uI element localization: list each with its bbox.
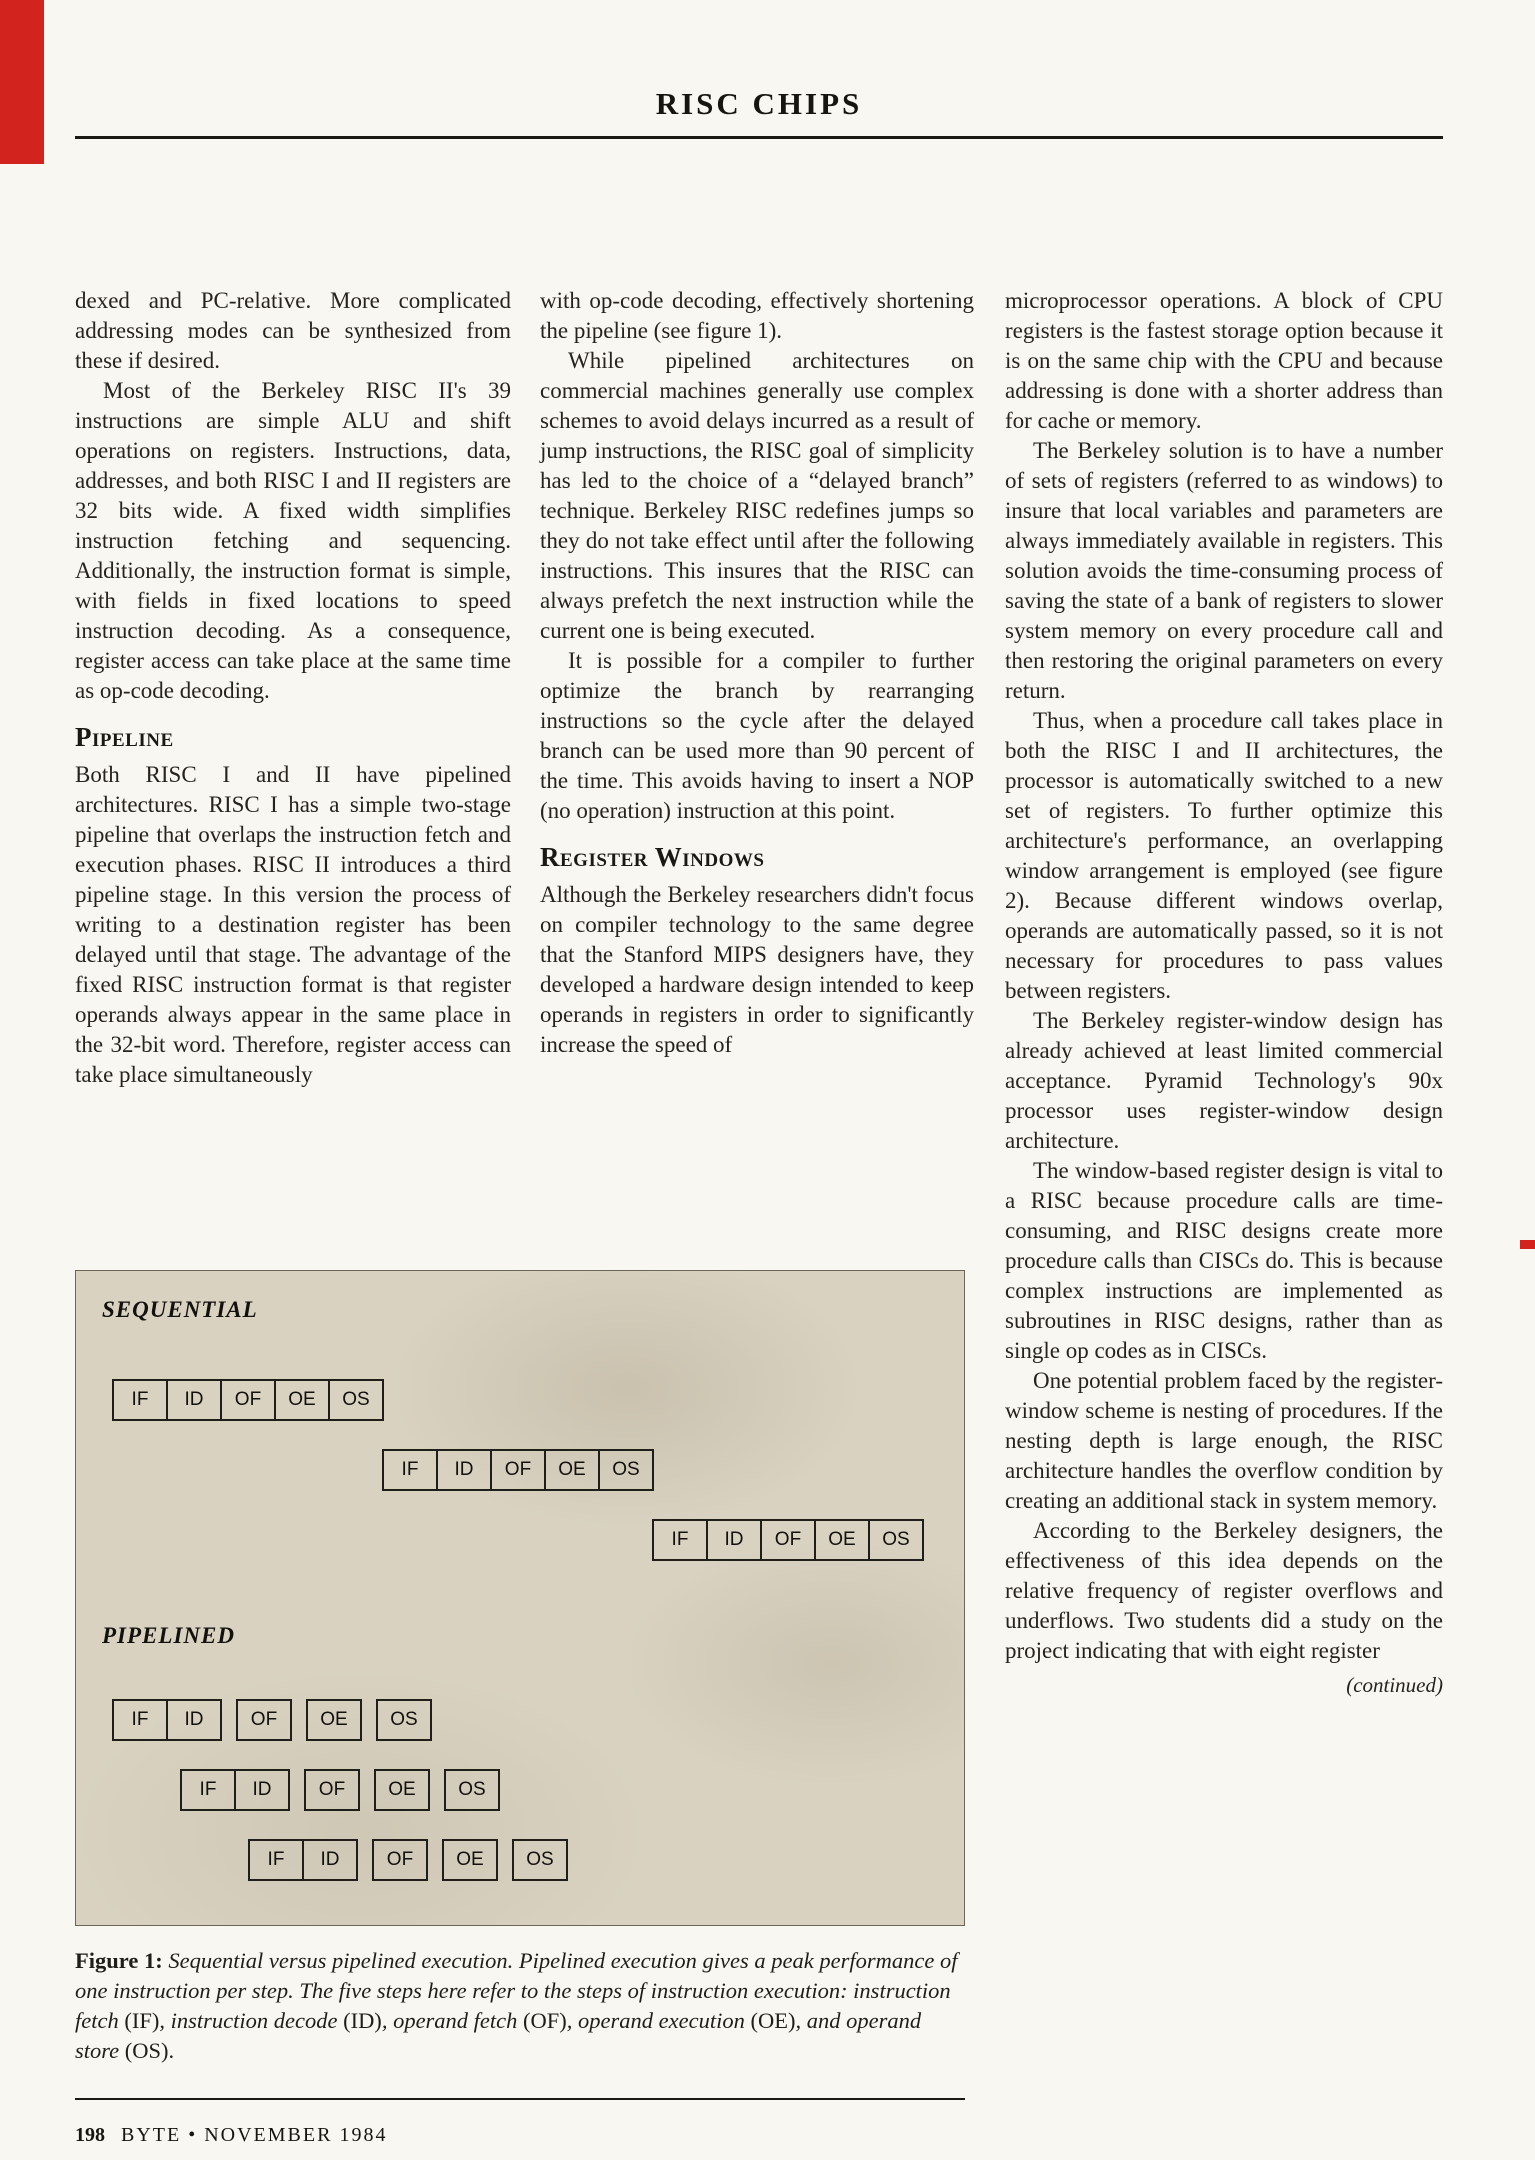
stage-cell-id: ID (302, 1839, 358, 1881)
paragraph: One potential problem faced by the register-window scheme is nesting of procedures. If the nesting depth is large enough, the RISC architecture handles the overflow condition by creating an additional stack in system memory. (1005, 1368, 1443, 1513)
page-edge-mark (1520, 1240, 1535, 1249)
stage-cell-of: OF (220, 1379, 276, 1421)
stage-cell-oe: OE (544, 1449, 600, 1491)
paragraph: While pipelined architectures on commercial machines generally use complex schemes to avoid delays incurred as a result of jump instructions, the RISC goal of simplicity has led to the choice of a “delayed branch” technique. Berkeley RISC redefines jumps so they do not take effect until after the following instructions. This insures that the RISC can always prefetch the next instruction while the current one is being executed. (540, 348, 974, 643)
stage-cell-oe: OE (374, 1769, 430, 1811)
sequential-label: SEQUENTIAL (102, 1297, 258, 1322)
page-number: 198 (75, 2124, 105, 2146)
stage-cell-of: OF (372, 1839, 428, 1881)
page-header (75, 86, 1443, 139)
sequential-row-3 (652, 1519, 924, 1561)
stage-cell-oe: OE (442, 1839, 498, 1881)
pipelined-row-1 (112, 1699, 432, 1741)
figure-caption-abbrev: (OS). (124, 2038, 175, 2063)
paragraph: Although the Berkeley researchers didn't focus on compiler technology to the same degree that the Stanford MIPS designers have, they developed a hardware design intended to keep operands in registers in order to significantly increase the speed of (540, 882, 974, 1057)
paragraph: According to the Berkeley designers, the effectiveness of this idea depends on the relative frequency of register overflows and underflows. Two students did a study on the project indicating that with eight register (1005, 1518, 1443, 1663)
paragraph: The Berkeley solution is to have a number of sets of registers (referred to as windows) to insure that local variables and parameters are always immediately available in registers. This solution avoids the time-consuming process of saving the state of a bank of registers to slower system memory on every procedure call and then restoring the original parameters on every return. (1005, 438, 1443, 703)
section-heading-register-windows: Register Windows (540, 842, 765, 872)
stage-cell-os: OS (328, 1379, 384, 1421)
figure-1-caption (75, 1946, 968, 2066)
stage-cell-id: ID (166, 1699, 222, 1741)
paragraph: The Berkeley register-window design has already achieved at least limited commercial acceptance. Pyramid Technology's 90x processor uses register-window design architecture. (1005, 1008, 1443, 1153)
page-footer (75, 2124, 387, 2147)
stage-cell-if: IF (248, 1839, 304, 1881)
stage-cell-id: ID (706, 1519, 762, 1561)
sequential-row-1 (112, 1379, 384, 1421)
paragraph: microprocessor operations. A block of CPU registers is the fastest storage option because it is on the same chip with the CPU and because addressing is done with a shorter address than for cache or memory. (1005, 288, 1443, 433)
stage-cell-os: OS (376, 1699, 432, 1741)
section-heading-pipeline: Pipeline (75, 722, 174, 752)
paragraph: Both RISC I and II have pipelined architectures. RISC I has a simple two-stage pipeline that overlaps the instruction fetch and execution phases. RISC II introduces a third pipeline stage. In this version the process of writing to a destination register has been delayed until that stage. The advantage of the fixed RISC instruction format is that register operands always appear in the same place in the 32-bit word. Therefore, register access can take place simultaneously (75, 762, 511, 1087)
stage-cell-os: OS (444, 1769, 500, 1811)
stage-cell-os: OS (512, 1839, 568, 1881)
figure-caption-abbrev: (OE) (750, 2008, 796, 2033)
stage-cell-if: IF (180, 1769, 236, 1811)
pipelined-label: PIPELINED (102, 1623, 235, 1648)
magazine-date: BYTE • NOVEMBER 1984 (121, 2124, 388, 2146)
header-rule (75, 136, 1443, 139)
figure-caption-text: , and operand store (75, 2008, 922, 2063)
stage-cell-if: IF (652, 1519, 708, 1561)
sequential-row-2 (382, 1449, 654, 1491)
paragraph: dexed and PC-relative. More complicated addressing modes can be synthesized from these if desired. (75, 288, 511, 373)
caption-rule (75, 2098, 965, 2100)
paragraph: Thus, when a procedure call takes place in both the RISC I and II architectures, the processor is automatically switched to a new set of registers. To further optimize this architecture's performance, an overlapping window arrangement is employed (see figure 2). Because different windows overlap, operands are automatically passed, so it is not necessary for procedures to pass values between registers. (1005, 708, 1443, 1003)
stage-cell-of: OF (304, 1769, 360, 1811)
paragraph: with op-code decoding, effectively shortening the pipeline (see figure 1). (540, 288, 974, 343)
stage-cell-of: OF (490, 1449, 546, 1491)
column-1 (75, 286, 511, 1090)
stage-cell-oe: OE (306, 1699, 362, 1741)
figure-caption-text: Sequential versus pipelined execution. Pipelined execution gives a peak performance of one instruction per step. The five steps here refer to the steps of instruction execution: instruction fetch (75, 1948, 958, 2033)
page-title: RISC CHIPS (655, 86, 863, 121)
column-2 (540, 286, 974, 1060)
page-corner-mark (0, 0, 44, 164)
figure-caption-text: , operand fetch (381, 2008, 524, 2033)
stage-cell-id: ID (436, 1449, 492, 1491)
pipelined-row-3 (248, 1839, 568, 1881)
stage-cell-of: OF (236, 1699, 292, 1741)
stage-cell-os: OS (868, 1519, 924, 1561)
continued-note: (continued) (1346, 1673, 1443, 1697)
figure-caption-text: , operand execution (566, 2008, 751, 2033)
stage-cell-id: ID (234, 1769, 290, 1811)
column-3 (1005, 286, 1443, 1700)
figure-caption-abbrev: (OF) (523, 2008, 567, 2033)
stage-cell-of: OF (760, 1519, 816, 1561)
stage-cell-id: ID (166, 1379, 222, 1421)
figure-caption-abbrev: (IF) (124, 2008, 160, 2033)
paragraph: It is possible for a compiler to further optimize the branch by rearranging instructions so the cycle after the delayed branch can be used more than 90 percent of the time. This avoids having to insert a NOP (no operation) instruction at this point. (540, 648, 974, 823)
stage-cell-oe: OE (274, 1379, 330, 1421)
stage-cell-if: IF (382, 1449, 438, 1491)
figure-1-diagram (75, 1270, 965, 1926)
figure-caption-lead: Figure 1: (75, 1948, 163, 1973)
pipelined-row-2 (180, 1769, 500, 1811)
figure-caption-abbrev: (ID) (343, 2008, 382, 2033)
stage-cell-os: OS (598, 1449, 654, 1491)
figure-caption-text: , instruction decode (159, 2008, 344, 2033)
paragraph: The window-based register design is vital to a RISC because procedure calls are time-consuming, and RISC designs create more procedure calls than CISCs do. This is because complex instructions are implemented as subroutines in RISC designs, rather than as single op codes as in CISCs. (1005, 1158, 1443, 1363)
stage-cell-if: IF (112, 1379, 168, 1421)
stage-cell-oe: OE (814, 1519, 870, 1561)
stage-cell-if: IF (112, 1699, 168, 1741)
paragraph: Most of the Berkeley RISC II's 39 instructions are simple ALU and shift operations on registers. Instructions, data, addresses, and both RISC I and II registers are 32 bits wide. A fixed width simplifies instruction fetching and sequencing. Additionally, the instruction format is simple, with fields in fixed locations to speed instruction decoding. As a consequence, register access can take place at the same time as op-code decoding. (75, 378, 511, 703)
